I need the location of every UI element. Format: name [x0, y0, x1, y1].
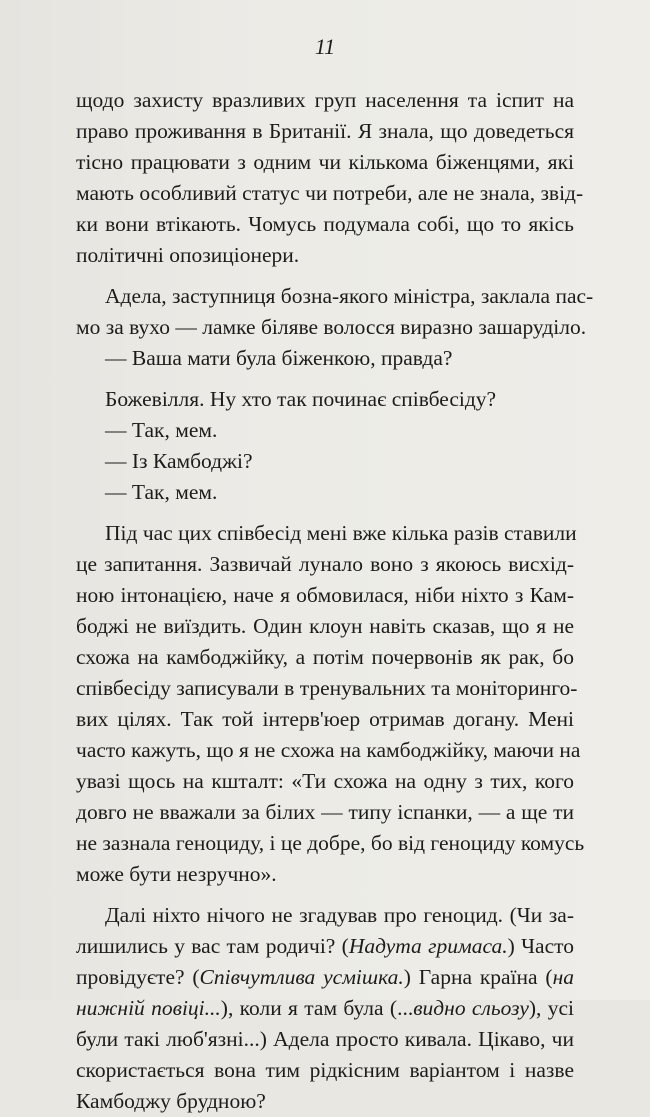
text-line: ки вони втікають. Чомусь подумала собі, що то якісь: [76, 212, 574, 236]
text-line: мо за вухо — ламке біляве волосся виразно зашаруділо.: [76, 315, 587, 339]
text-line: співбесіду записували в тренувальних та моніторинго-: [76, 676, 578, 700]
italic-run: нижній повіці...: [76, 996, 221, 1020]
text-line: Адела, заступниця бозна-якого міністра, заклала пас-: [105, 284, 594, 308]
text-line: скористається вона тим рідкісним варіантом і назве: [76, 1058, 574, 1082]
dialogue-line: — Так, мем.: [105, 480, 218, 504]
page-number: 11: [314, 34, 336, 59]
text-line: мають особливий статус чи потреби, але не знала, звід-: [76, 181, 584, 205]
dialogue-line: — Ваша мати була біженкою, правда?: [105, 346, 453, 370]
text-line: схожа на камбоджійку, а потім почервонів як рак, бо: [76, 645, 574, 669]
italic-run: Надута гримаса.: [348, 934, 508, 958]
text-run: ) Гарна країна (: [403, 965, 553, 989]
text-line: [76, 993, 574, 1024]
text-line: довго не вважали за білих — типу іспанки, — а ще ти: [76, 800, 574, 824]
text-line: Далі ніхто нічого не згадував про геноцид. (Чи за-: [105, 903, 574, 927]
text-run: ) Часто: [507, 934, 575, 958]
text-run: ), усі: [528, 996, 574, 1020]
text-line: були такі люб'язні...) Адела просто кивала. Цікаво, чи: [76, 1027, 574, 1051]
text-line: ною інтонацією, наче я обмовилася, ніби ніхто з Кам-: [76, 583, 574, 607]
text-run: ), коли я там була (...: [220, 996, 414, 1020]
text-line: вих цілях. Так той інтерв'юер отримав догану. Мені: [76, 707, 574, 731]
text-line: може бути незручно».: [76, 862, 277, 886]
text-line: увазі щось на кшталт: «Ти схожа на одну з тих, кого: [76, 769, 574, 793]
text-line: тісно працювати з одним чи кількома біженцями, які: [76, 150, 574, 174]
text-line: [76, 931, 574, 962]
body-text: [76, 85, 594, 1117]
text-line: Божевілля. Ну хто так починає співбесіду?: [105, 387, 497, 411]
text-run: провідуєте? (: [76, 965, 200, 989]
italic-run: видно сльозу: [413, 996, 529, 1020]
text-line: часто кажуть, що я не схожа на камбоджійку, маючи на: [76, 738, 581, 762]
text-line: Під час цих співбесід мені вже кілька разів ставили: [105, 521, 577, 545]
italic-run: Співчутлива усмішка.: [199, 965, 404, 989]
text-line: щодо захисту вразливих груп населення та іспит на: [76, 88, 574, 112]
text-run: лишились у вас там родичі? (: [76, 934, 349, 958]
text-line: це запитання. Зазвичай лунало воно з якоюсь висхід-: [76, 552, 574, 576]
text-line: політичні опозиціонери.: [76, 243, 300, 267]
text-line: не зазнала геноциду, і це добре, бо від геноциду комусь: [76, 831, 585, 855]
dialogue-line: — Так, мем.: [105, 418, 218, 442]
dialogue-line: — Із Камбоджі?: [105, 449, 253, 473]
text-line: боджі не виїздить. Один клоун навіть сказав, що я не: [76, 614, 574, 638]
text-line: [76, 962, 574, 993]
italic-run: на: [552, 965, 574, 989]
text-line: Камбоджу брудною?: [76, 1089, 266, 1113]
text-line: право проживання в Британії. Я знала, що доведеться: [76, 119, 574, 143]
